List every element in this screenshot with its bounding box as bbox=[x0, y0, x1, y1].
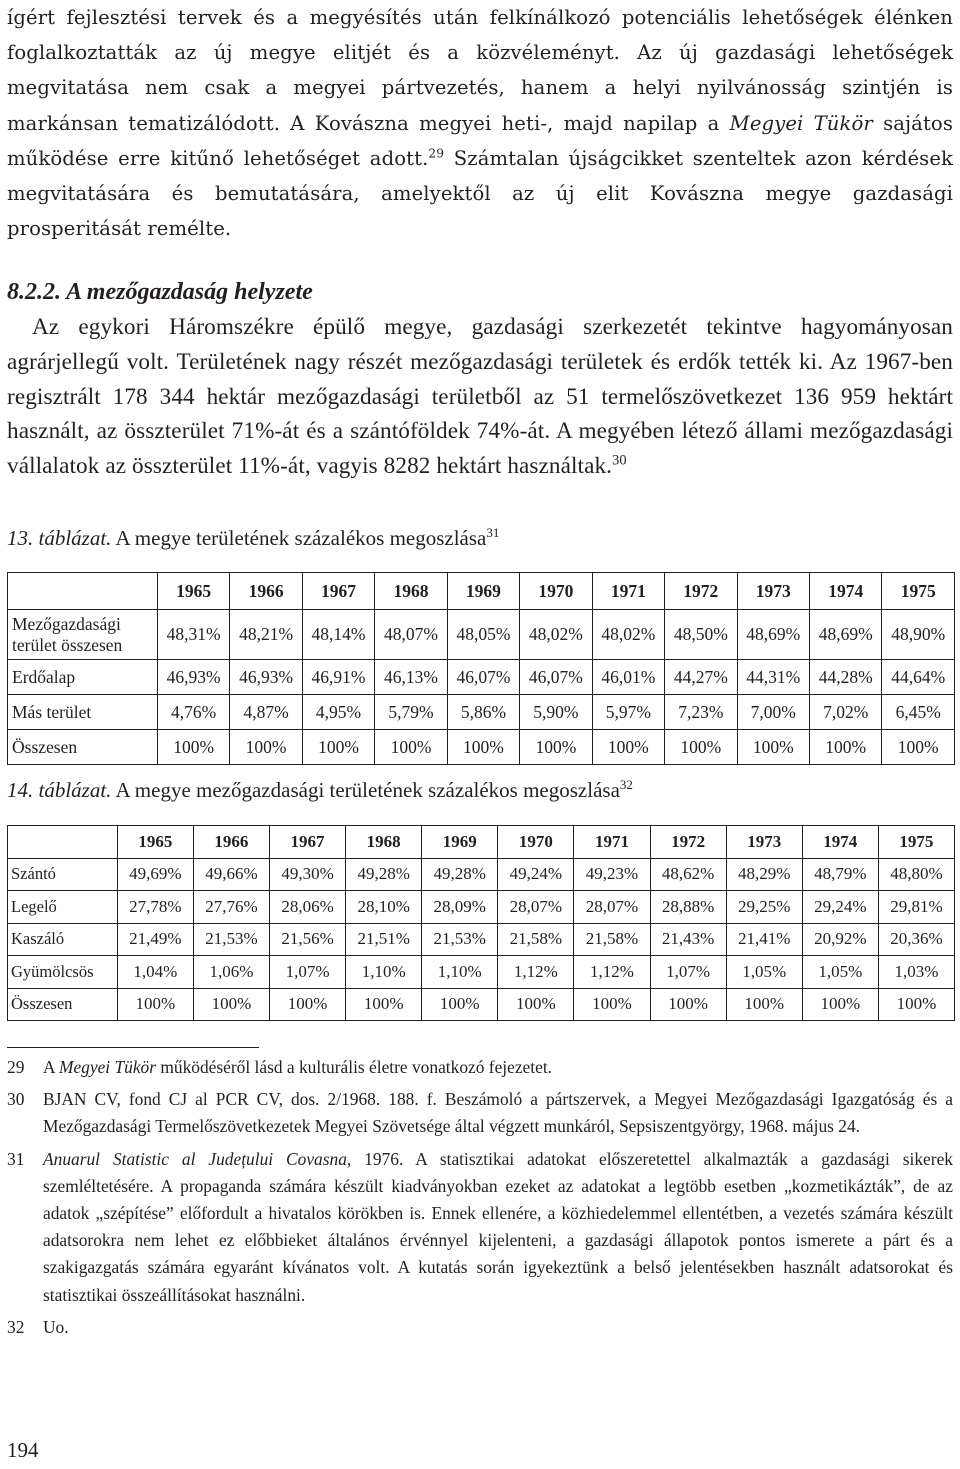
table-cell: 49,28% bbox=[346, 858, 422, 891]
table-cell: 4,76% bbox=[157, 695, 229, 730]
table-cell: 48,21% bbox=[230, 610, 302, 660]
table-cell: 100% bbox=[498, 988, 574, 1021]
table-cell: 28,07% bbox=[498, 891, 574, 924]
row-label: Gyümölcsös bbox=[8, 956, 118, 989]
footnote-31: 31 Anuarul Statistic al Județului Covasna, 1976. A statisztikai adatokat előszeretettel alkalmazták a gazdasági sikerek szemléltetésére. A propaganda számára készült kiadványokban ezeket az adatokat a legtöbb esetben „kozmetikázták”, de az adatok „szépítése” előfordult a hivatalos körökben is. Ennek ellenére, a közhiedelemmel ellentétben, a vezetés számára készült adatsorokra nem lehet ez előbbieket általános érvénnyel kijelenteni, a gazdasági állapotok pontos ismerete a párt és a szakigazgatás számára egyaránt kívánatos volt. A kutatás során igyekeztünk a belső jelentésekben használt adatsorokat és statisztikai összeállításokat használni. bbox=[7, 1146, 953, 1309]
table14-year: 1975 bbox=[878, 826, 954, 859]
table-cell: 48,62% bbox=[650, 858, 726, 891]
table-cell: 28,10% bbox=[346, 891, 422, 924]
table-cell: 1,05% bbox=[802, 956, 878, 989]
table-cell: 29,25% bbox=[726, 891, 802, 924]
table-cell: 48,79% bbox=[802, 858, 878, 891]
table-cell: 100% bbox=[269, 988, 345, 1021]
table-row bbox=[8, 660, 955, 695]
table-cell: 100% bbox=[375, 730, 447, 765]
table-cell: 100% bbox=[157, 730, 229, 765]
row-label: Más terület bbox=[8, 695, 158, 730]
footnote-ref-30[interactable]: 30 bbox=[612, 452, 627, 469]
table-cell: 48,69% bbox=[737, 610, 809, 660]
table-cell: 100% bbox=[193, 988, 269, 1021]
table-cell: 29,81% bbox=[878, 891, 954, 924]
intro-text-b: sajátos működése erre kitűnő lehetőséget adott. bbox=[7, 111, 953, 170]
table-cell: 100% bbox=[302, 730, 374, 765]
table-cell: 27,78% bbox=[117, 891, 193, 924]
footnote-ref-32[interactable]: 32 bbox=[619, 777, 633, 793]
table13-header-row bbox=[8, 573, 955, 610]
table-cell: 49,24% bbox=[498, 858, 574, 891]
table-cell: 1,05% bbox=[726, 956, 802, 989]
table-cell: 100% bbox=[665, 730, 737, 765]
table14-corner-cell bbox=[8, 826, 118, 859]
table-cell: 48,07% bbox=[375, 610, 447, 660]
table-cell: 100% bbox=[422, 988, 498, 1021]
table-row bbox=[8, 923, 955, 956]
table13-year: 1968 bbox=[375, 573, 447, 610]
table13-year: 1971 bbox=[592, 573, 664, 610]
table-cell: 48,02% bbox=[520, 610, 592, 660]
table-row bbox=[8, 956, 955, 989]
table13-year: 1974 bbox=[809, 573, 881, 610]
table13-year: 1966 bbox=[230, 573, 302, 610]
table14-year: 1971 bbox=[574, 826, 650, 859]
table-cell: 46,93% bbox=[157, 660, 229, 695]
table-cell: 100% bbox=[230, 730, 302, 765]
table-cell: 100% bbox=[520, 730, 592, 765]
footnote-30: 30 BJAN CV, fond CJ al PCR CV, dos. 2/1968. 188. f. Beszámoló a pártszervek, a Megyei Mezőgazdasági Igazgatóság és a Mezőgazdasági Termelőszövetkezetek Megyei Szövetsége által végzett munkáról, Sepsiszentgyörgy, 1968. május 24. bbox=[7, 1086, 953, 1140]
table13-year: 1967 bbox=[302, 573, 374, 610]
table14-header-row bbox=[8, 826, 955, 859]
table-cell: 1,07% bbox=[650, 956, 726, 989]
table-cell: 28,07% bbox=[574, 891, 650, 924]
footnote-divider bbox=[7, 1047, 259, 1048]
table13-year: 1973 bbox=[737, 573, 809, 610]
table-cell: 48,50% bbox=[665, 610, 737, 660]
table-cell: 100% bbox=[737, 730, 809, 765]
table-cell: 49,69% bbox=[117, 858, 193, 891]
table14-year: 1968 bbox=[346, 826, 422, 859]
table-cell: 5,97% bbox=[592, 695, 664, 730]
table-cell: 21,53% bbox=[422, 923, 498, 956]
table-cell: 1,06% bbox=[193, 956, 269, 989]
table-cell: 21,49% bbox=[117, 923, 193, 956]
table-cell: 48,80% bbox=[878, 858, 954, 891]
table-cell: 20,36% bbox=[878, 923, 954, 956]
section-paragraph bbox=[7, 310, 953, 484]
intro-italic-title: Megyei Tükör bbox=[729, 111, 873, 135]
table-cell: 28,88% bbox=[650, 891, 726, 924]
table14-number: 14. táblázat. bbox=[7, 778, 112, 802]
table13-caption bbox=[7, 523, 499, 553]
table-cell: 100% bbox=[802, 988, 878, 1021]
table-cell: 49,66% bbox=[193, 858, 269, 891]
table13 bbox=[7, 572, 955, 765]
table-cell: 48,29% bbox=[726, 858, 802, 891]
table-cell: 48,69% bbox=[809, 610, 881, 660]
table-cell: 44,31% bbox=[737, 660, 809, 695]
row-label: Kaszáló bbox=[8, 923, 118, 956]
table-cell: 100% bbox=[882, 730, 955, 765]
table-row bbox=[8, 695, 955, 730]
table-cell: 7,23% bbox=[665, 695, 737, 730]
table-cell: 28,06% bbox=[269, 891, 345, 924]
table-row bbox=[8, 730, 955, 765]
table-cell: 100% bbox=[117, 988, 193, 1021]
table14-year: 1965 bbox=[117, 826, 193, 859]
table14-year: 1966 bbox=[193, 826, 269, 859]
intro-text-c: Számtalan újságcikket szenteltek azon kérdések megvitatására és bemutatására, amelyektől az új elit Kovászna megye gazdasági prosperitását remélte. bbox=[7, 146, 953, 241]
table-cell: 20,92% bbox=[802, 923, 878, 956]
table-cell: 5,90% bbox=[520, 695, 592, 730]
table14-year: 1970 bbox=[498, 826, 574, 859]
table-cell: 46,01% bbox=[592, 660, 664, 695]
table14-year: 1974 bbox=[802, 826, 878, 859]
table-cell: 27,76% bbox=[193, 891, 269, 924]
table13-number: 13. táblázat. bbox=[7, 526, 112, 550]
table-cell: 21,41% bbox=[726, 923, 802, 956]
table-cell: 1,10% bbox=[346, 956, 422, 989]
table-cell: 46,07% bbox=[520, 660, 592, 695]
table-cell: 46,91% bbox=[302, 660, 374, 695]
footnote-ref-31[interactable]: 31 bbox=[486, 525, 500, 541]
table-cell: 100% bbox=[878, 988, 954, 1021]
table-cell: 100% bbox=[574, 988, 650, 1021]
table14-caption bbox=[7, 775, 633, 805]
row-label: Legelő bbox=[8, 891, 118, 924]
table-cell: 44,64% bbox=[882, 660, 955, 695]
table-row bbox=[8, 988, 955, 1021]
table-cell: 100% bbox=[809, 730, 881, 765]
table-cell: 1,07% bbox=[269, 956, 345, 989]
footnotes bbox=[7, 1054, 953, 1346]
table13-year: 1972 bbox=[665, 573, 737, 610]
table13-year: 1965 bbox=[157, 573, 229, 610]
table-cell: 28,09% bbox=[422, 891, 498, 924]
section-heading: 8.2.2. A mezőgazdaság helyzete bbox=[7, 279, 313, 305]
table14 bbox=[7, 825, 955, 1021]
table-cell: 21,58% bbox=[574, 923, 650, 956]
page-number: 194 bbox=[7, 1438, 39, 1462]
table-cell: 29,24% bbox=[802, 891, 878, 924]
table-row bbox=[8, 891, 955, 924]
table-cell: 44,27% bbox=[665, 660, 737, 695]
footnote-number: 32 bbox=[7, 1316, 25, 1337]
footnote-ref-29[interactable]: 29 bbox=[428, 146, 445, 161]
table-cell: 5,86% bbox=[447, 695, 519, 730]
table13-year: 1969 bbox=[447, 573, 519, 610]
section-body: Az egykori Háromszékre épülő megye, gazdasági szerkezetét tekintve hagyományosan agrárjellegű volt. Területének nagy részét mezőgazdasági területek és erdők tették ki. Az 1967-ben regisztrált 178 344 hektár mezőgazdasági területből az 51 termelőszövetkezet 136 959 hektárt használt, az összterület 71%-át és a szántóföldek 74%-át. A megyében létező állami mezőgazdasági vállalatok az összterület 11%-át, vagyis 8282 hektárt használtak. bbox=[7, 314, 953, 480]
table-cell: 7,02% bbox=[809, 695, 881, 730]
footnote-29: 29 A Megyei Tükör működéséről lásd a kulturális életre vonatkozó fejezetet. bbox=[7, 1054, 953, 1081]
footnote-number: 31 bbox=[7, 1148, 25, 1169]
row-label: Erdőalap bbox=[8, 660, 158, 695]
table-cell: 1,12% bbox=[574, 956, 650, 989]
table14-year: 1969 bbox=[422, 826, 498, 859]
table-cell: 100% bbox=[447, 730, 519, 765]
table14-year: 1972 bbox=[650, 826, 726, 859]
table-cell: 1,04% bbox=[117, 956, 193, 989]
table-cell: 48,90% bbox=[882, 610, 955, 660]
table-cell: 46,93% bbox=[230, 660, 302, 695]
footnote-number: 30 bbox=[7, 1089, 25, 1110]
footnote-number: 29 bbox=[7, 1057, 25, 1077]
table-cell: 100% bbox=[726, 988, 802, 1021]
table-cell: 46,13% bbox=[375, 660, 447, 695]
table-cell: 49,28% bbox=[422, 858, 498, 891]
table-cell: 48,02% bbox=[592, 610, 664, 660]
table-cell: 44,28% bbox=[809, 660, 881, 695]
table-cell: 1,12% bbox=[498, 956, 574, 989]
intro-text-a: ígért fejlesztési tervek és a megyésítés után felkínálkozó potenciális lehetőségek élénken foglalkoztatták az új megye elitjét és a közvéleményt. Az új gazdasági lehetőségek megvitatása nem csak a megyei pártvezetés, hanem a helyi nyilvánosság szintjén is markánsan tematizálódott. A Kovászna megyei heti-, majd napilap a bbox=[7, 6, 953, 135]
table-cell: 46,07% bbox=[447, 660, 519, 695]
table13-year: 1975 bbox=[882, 573, 955, 610]
table14-year: 1967 bbox=[269, 826, 345, 859]
row-label: Szántó bbox=[8, 858, 118, 891]
table-row bbox=[8, 858, 955, 891]
table-cell: 21,58% bbox=[498, 923, 574, 956]
table-cell: 21,56% bbox=[269, 923, 345, 956]
table-cell: 4,95% bbox=[302, 695, 374, 730]
table-cell: 100% bbox=[650, 988, 726, 1021]
table13-corner-cell bbox=[8, 573, 158, 610]
table-cell: 7,00% bbox=[737, 695, 809, 730]
table-cell: 48,14% bbox=[302, 610, 374, 660]
table-cell: 4,87% bbox=[230, 695, 302, 730]
table14-year: 1973 bbox=[726, 826, 802, 859]
row-label: Mezőgazdasági terület összesen bbox=[8, 610, 158, 660]
table-cell: 21,53% bbox=[193, 923, 269, 956]
table13-title: A megye területének százalékos megoszlása bbox=[111, 526, 487, 550]
row-label: Összesen bbox=[8, 988, 118, 1021]
table-cell: 5,79% bbox=[375, 695, 447, 730]
table-cell: 1,03% bbox=[878, 956, 954, 989]
table-cell: 49,23% bbox=[574, 858, 650, 891]
table-row bbox=[8, 610, 955, 660]
table-cell: 21,43% bbox=[650, 923, 726, 956]
table-cell: 49,30% bbox=[269, 858, 345, 891]
table-cell: 6,45% bbox=[882, 695, 955, 730]
table-cell: 48,05% bbox=[447, 610, 519, 660]
footnote-32: 32 Uo. bbox=[7, 1314, 953, 1341]
table-cell: 48,31% bbox=[157, 610, 229, 660]
table13-year: 1970 bbox=[520, 573, 592, 610]
table-cell: 1,10% bbox=[422, 956, 498, 989]
table-cell: 21,51% bbox=[346, 923, 422, 956]
intro-paragraph bbox=[7, 0, 953, 246]
row-label: Összesen bbox=[8, 730, 158, 765]
table-cell: 100% bbox=[592, 730, 664, 765]
table-cell: 100% bbox=[346, 988, 422, 1021]
table14-title: A megye mezőgazdasági területének százalékos megoszlása bbox=[111, 778, 620, 802]
